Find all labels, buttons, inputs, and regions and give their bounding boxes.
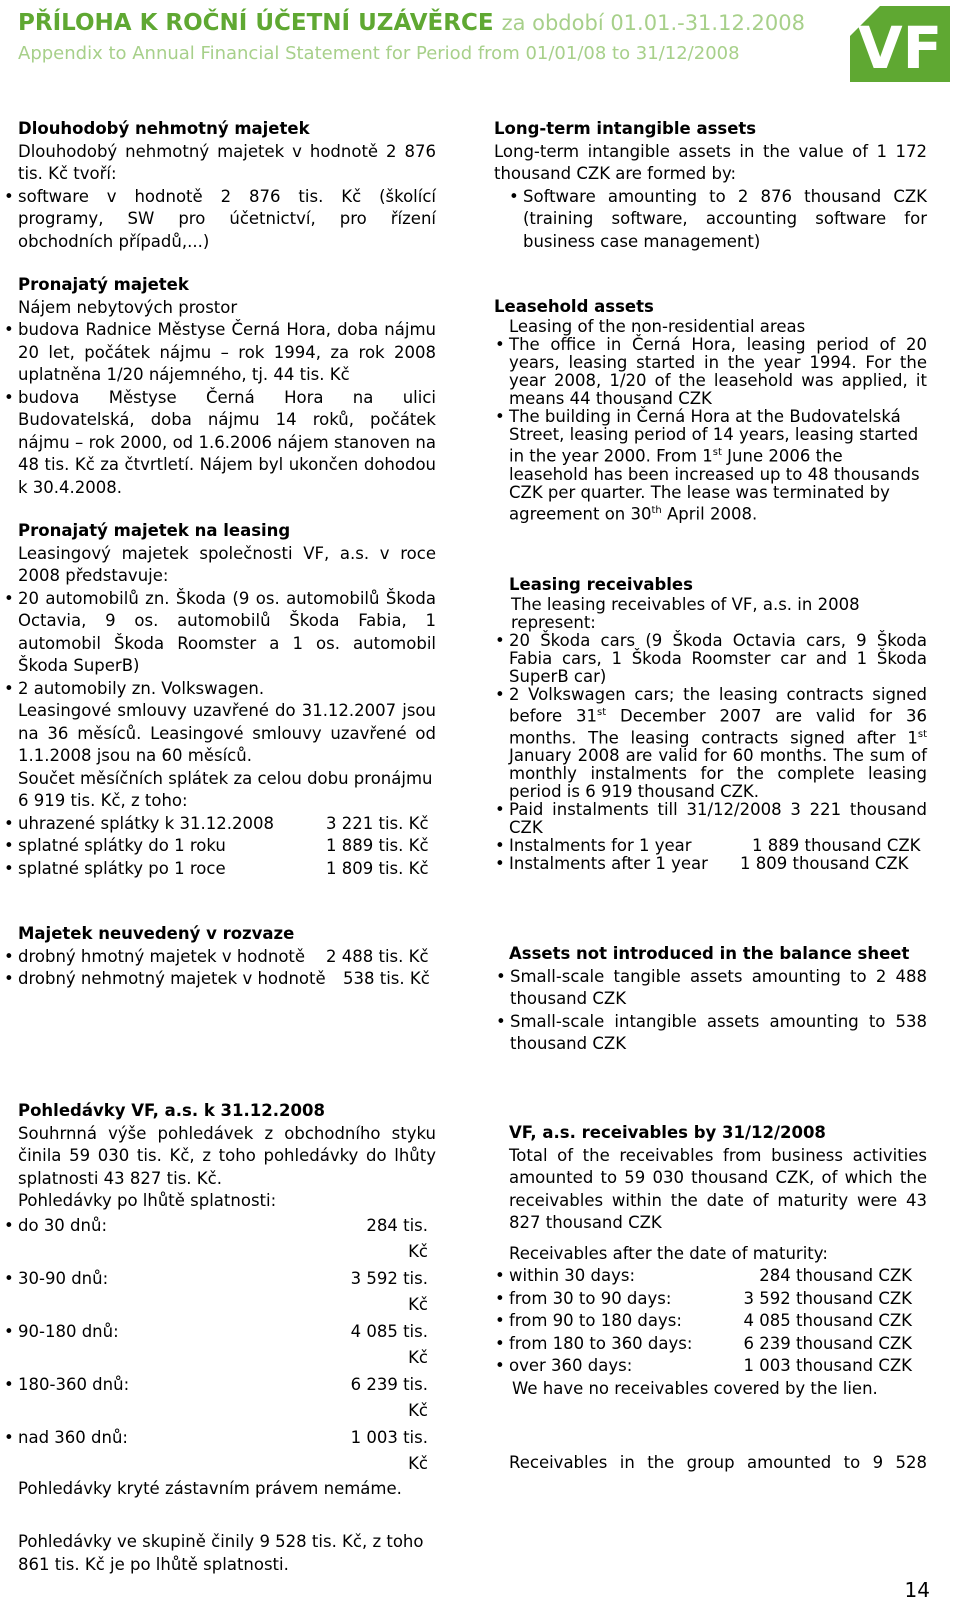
cz-receivables-row-label: • 90-180 dnů: <box>18 1321 119 1341</box>
cz-receivables-row-value: 6 239 tis. Kč <box>350 1374 428 1420</box>
cz-leasing-row-label: • splatné splátky po 1 roce <box>18 858 226 878</box>
cz-receivables-row-value: 284 tis. Kč <box>366 1215 428 1261</box>
cz-leased-section <box>18 274 436 499</box>
en-receivables-row-value: 4 085 thousand CZK <box>743 1311 912 1330</box>
en-leasing-row-value: 1 889 thousand CZK <box>752 836 921 855</box>
cz-offbalance-row-value: 538 tis. Kč <box>343 969 430 988</box>
cz-receivables-text: Souhrnná výše pohledávek z obchodního styku činila 59 030 tis. Kč, z toho pohledávky do lhůty splatnosti 43 827 tis. Kč. <box>18 1123 436 1188</box>
en-offbalance-section <box>494 943 927 1056</box>
cz-leasing-section <box>18 520 436 880</box>
cz-receivables-heading: Pohledávky VF, a.s. k 31.12.2008 <box>18 1101 325 1120</box>
en-leasing-row <box>509 837 927 855</box>
cz-leasing-row <box>18 835 436 858</box>
en-receivables-row-value: 3 592 thousand CZK <box>743 1288 912 1308</box>
cz-receivables-row <box>18 1213 436 1266</box>
en-receivables-row-value: 1 003 thousand CZK <box>743 1356 912 1375</box>
en-leased-text: Leasing of the non-residential areas <box>509 317 806 336</box>
en-leasing-bullet-2-sup: st <box>597 707 607 718</box>
en-receivables-row-label: • over 360 days: <box>509 1356 633 1375</box>
cz-leasing-text-2: Leasingové smlouvy uzavřené do 31.12.2007 jsou na 36 měsíců. Leasingové smlouvy uzavřené od 1.1.2008 jsou na 60 měsíců. <box>18 701 436 765</box>
cz-leased-bullet-1: • budova Radnice Městyse Černá Hora, doba nájmu 20 let, počátek nájmu – rok 1994, za rok 2008 uplatněna 1/20 nájemného, tj. 44 tis. Kč <box>18 319 436 387</box>
en-leasing-row-label: • Instalments for 1 year <box>509 836 692 855</box>
cz-intangible-text: Dlouhodobý nehmotný majetek v hodnotě 2 876 tis. Kč tvoří: <box>18 141 436 183</box>
cz-leased-bullet-2: • budova Městyse Černá Hora na ulici Budovatelská, doba nájmu 14 roků, počátek nájmu – rok 2000, od 1.6.2006 nájem stanoven na 48 tis. Kč za čtvrtletí. Nájem byl ukončen dohodou k 30.4.2008. <box>18 387 436 500</box>
en-offbalance-bullet-1: • Small-scale tangible assets amounting to 2 488 thousand CZK <box>510 966 927 1011</box>
en-leased-bullet-2-sup2: th <box>651 504 662 516</box>
page-number: 14 <box>904 1578 930 1602</box>
en-receivables-row-label: • within 30 days: <box>509 1266 636 1285</box>
en-leased-bullet-2-c: April 2008. <box>661 504 758 523</box>
cz-receivables-row-value: 1 003 tis. Kč <box>350 1427 428 1473</box>
cz-leasing-row-label: • uhrazené splátky k 31.12.2008 <box>18 813 274 833</box>
cz-offbalance-row-label: • drobný nehmotný majetek v hodnotě <box>18 969 326 988</box>
en-leased-bullet-1: • The office in Černá Hora, leasing period of 20 years, leasing started in the year 1994. For the year 2008, 1/20 of the leasehold was applied, it means 44 thousand CZK <box>509 336 927 408</box>
en-receivables-row-value: 284 thousand CZK <box>759 1266 912 1285</box>
en-leasing-bullet-3: • Paid instalments till 31/12/2008 3 221 thousand CZK <box>509 801 927 837</box>
en-receivables-row-label: • from 180 to 360 days: <box>509 1333 693 1353</box>
logo-text: VF <box>857 14 943 82</box>
en-leasing-bullet-2-a: 2 Volkswagen cars; the leasing contracts signed before 31 <box>509 685 927 726</box>
cz-receivables-text-4: Pohledávky ve skupině činily 9 528 tis. Kč, z toho 861 tis. Kč je po lhůtě splatnosti. <box>18 1532 424 1574</box>
cz-leasing-row-value: 3 221 tis. Kč <box>326 813 429 833</box>
cz-receivables-row-label: • do 30 dnů: <box>18 1215 108 1235</box>
en-leasing-bullet-2-sup2: st <box>917 728 927 740</box>
en-intangible-bullet: • Software amounting to 2 876 thousand CZK (training software, accounting software for business case management) <box>523 186 927 254</box>
cz-receivables-row-value: 3 592 tis. Kč <box>350 1268 428 1314</box>
cz-offbalance-row <box>18 968 436 991</box>
en-receivables-row-label: • from 90 to 180 days: <box>509 1311 682 1330</box>
en-leasing-bullet-2 <box>509 686 927 801</box>
cz-receivables-text-2: Pohledávky po lhůtě splatnosti: <box>18 1191 277 1210</box>
en-offbalance-bullet-2: • Small-scale intangible assets amounting to 538 thousand CZK <box>510 1011 927 1056</box>
cz-receivables-section <box>18 1100 436 1576</box>
en-offbalance-heading: Assets not introduced in the balance sheet <box>509 944 910 963</box>
cz-leasing-bullet-1: • 20 automobilů zn. Škoda (9 os. automobilů Škoda Octavia, 9 os. automobilů Škoda Fabia, 1 automobil Škoda Roomster a 1 os. automobil Škoda SuperB) <box>18 588 436 678</box>
title-cz <box>18 10 805 36</box>
en-receivables-text-3: We have no receivables covered by the lien. <box>512 1378 878 1398</box>
cz-receivables-row-label: • nad 360 dnů: <box>18 1427 128 1447</box>
en-leasing-row <box>509 855 927 873</box>
cz-leasing-row-label: • splatné splátky do 1 roku <box>18 836 226 855</box>
cz-leased-text: Nájem nebytových prostor <box>18 297 238 317</box>
cz-receivables-row <box>18 1266 436 1319</box>
en-leasing-heading: Leasing receivables <box>509 575 693 594</box>
en-receivables-text-2: Receivables after the date of maturity: <box>509 1243 828 1263</box>
cz-receivables-row-label: • 30-90 dnů: <box>18 1268 109 1288</box>
en-receivables-text-4: Receivables in the group amounted to 9 528 <box>509 1453 927 1472</box>
en-receivables-heading: VF, a.s. receivables by 31/12/2008 <box>509 1123 826 1142</box>
en-leasing-row-value: 1 809 thousand CZK <box>740 854 909 873</box>
cz-offbalance-heading: Majetek neuvedený v rozvaze <box>18 924 295 943</box>
cz-leasing-bullet-2: • 2 automobily zn. Volkswagen. <box>18 678 436 701</box>
cz-offbalance-row-label: • drobný hmotný majetek v hodnotě <box>18 946 306 966</box>
cz-receivables-row-label: • 180-360 dnů: <box>18 1374 130 1394</box>
en-leased-heading: Leasehold assets <box>494 297 654 316</box>
en-receivables-section <box>494 1122 927 1475</box>
cz-leasing-heading: Pronajatý majetek na leasing <box>18 521 291 540</box>
cz-offbalance-section <box>18 923 436 991</box>
cz-receivables-text-3: Pohledávky kryté zástavním právem nemáme. <box>18 1478 402 1498</box>
cz-leasing-text-3: Součet měsíčních splátek za celou dobu pronájmu 6 919 tis. Kč, z toho: <box>18 768 433 810</box>
cz-offbalance-row <box>18 946 436 969</box>
en-leased-bullet-2-a: The building in Černá Hora at the Budovatelská Street, leasing period of 14 years, leasing started in the year 2000. From 1 <box>509 407 919 466</box>
cz-leasing-row <box>18 813 436 836</box>
vf-logo <box>850 6 950 82</box>
en-receivables-row-value: 6 239 thousand CZK <box>743 1333 912 1353</box>
en-leasing-row-label: • Instalments after 1 year <box>509 854 708 873</box>
en-leasing-bullet-1: • 20 Škoda cars (9 Škoda Octavia cars, 9 Škoda Fabia cars, 1 Škoda Roomster car and 1 Škoda SuperB car) <box>509 632 927 686</box>
cz-receivables-row <box>18 1319 436 1372</box>
cz-receivables-row <box>18 1425 436 1478</box>
en-receivables-row <box>509 1355 927 1378</box>
en-leased-bullet-2-b: June 2006 the leasehold has been increased up to 48 thousands CZK per quarter. The lease was terminated by agreement on 30 <box>509 446 920 523</box>
cz-leasing-text: Leasingový majetek společnosti VF, a.s. v roce 2008 představuje: <box>18 543 436 585</box>
en-receivables-row <box>509 1333 927 1356</box>
en-leasing-text: The leasing receivables of VF, a.s. in 2008 represent: <box>511 595 860 632</box>
en-intangible-heading: Long-term intangible assets <box>494 119 757 138</box>
cz-leasing-row <box>18 858 436 881</box>
cz-receivables-row-value: 4 085 tis. Kč <box>350 1321 428 1367</box>
cz-leasing-row-value: 1 889 tis. Kč <box>326 836 429 855</box>
en-intangible-section <box>494 118 927 253</box>
en-receivables-text: Total of the receivables from business activities amounted to 59 030 thousand CZK, of which the receivables within the date of maturity were 43 827 thousand CZK <box>509 1145 927 1232</box>
en-leased-bullet-2 <box>509 408 927 523</box>
cz-intangible-section <box>18 118 436 253</box>
period-cz: za období 01.01.-31.12.2008 <box>501 11 805 35</box>
en-receivables-row-label: • from 30 to 90 days: <box>509 1288 672 1308</box>
en-leased-section <box>494 296 927 523</box>
en-receivables-row <box>509 1310 927 1333</box>
en-receivables-row <box>509 1288 927 1311</box>
title-cz-text: PŘÍLOHA K ROČNÍ ÚČETNÍ UZÁVĚRCE <box>18 10 494 36</box>
cz-intangible-heading: Dlouhodobý nehmotný majetek <box>18 119 310 138</box>
en-leasing-section <box>494 574 927 873</box>
en-intangible-text: Long-term intangible assets in the value of 1 172 thousand CZK are formed by: <box>494 141 927 183</box>
en-leasing-bullet-2-b: December 2007 are valid for 36 months. The leasing contracts signed after 1 <box>509 706 927 747</box>
cz-leased-heading: Pronajatý majetek <box>18 275 189 294</box>
cz-intangible-bullet: • software v hodnotě 2 876 tis. Kč (školící programy, SW pro účetnictví, pro řízení obchodních případů,...) <box>18 186 436 254</box>
en-leasing-bullet-2-c: January 2008 are valid for 60 months. The sum of monthly instalments for the complete leasing period is 6 919 thousand CZK. <box>509 746 927 801</box>
cz-receivables-row <box>18 1372 436 1425</box>
en-leased-bullet-2-sup: st <box>712 447 722 458</box>
cz-leasing-row-value: 1 809 tis. Kč <box>326 858 429 878</box>
en-receivables-row <box>509 1265 927 1288</box>
cz-offbalance-row-value: 2 488 tis. Kč <box>326 946 429 966</box>
title-en: Appendix to Annual Financial Statement for Period from 01/01/08 to 31/12/2008 <box>18 43 740 64</box>
